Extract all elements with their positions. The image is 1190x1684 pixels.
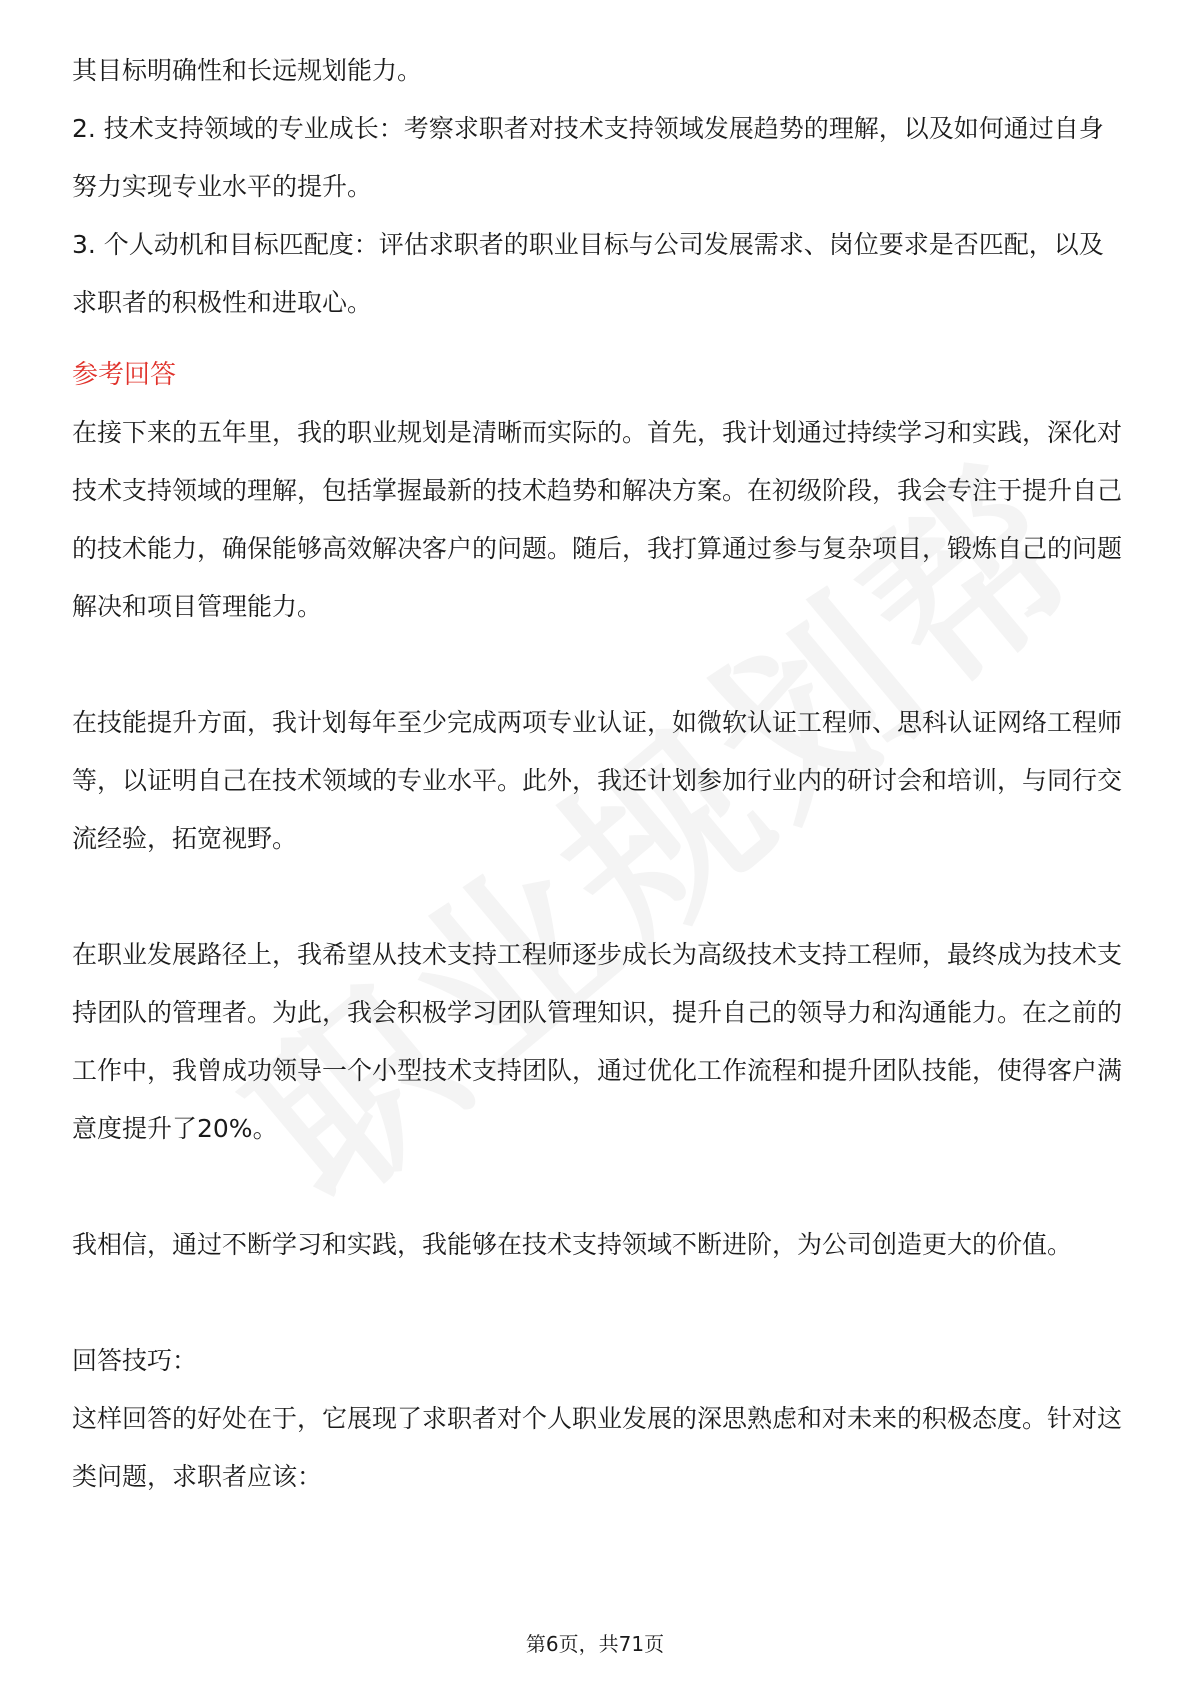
reference-paragraph-2: 在技能提升方面，我计划每年至少完成两项专业认证，如微软认证工程师、思科认证网络工程师等，以证明自己在技术领域的专业水平。此外，我还计划参加行业内的研讨会和培训，与同行交流经验，拓宽视野。 [72, 708, 1123, 853]
list-item-2: 2. 技术支持领域的专业成长：考察求职者对技术支持领域发展趋势的理解，以及如何通过自身努力实现专业水平的提升。 [72, 114, 1104, 201]
reference-paragraph-4: 我相信，通过不断学习和实践，我能够在技术支持领域不断进阶，为公司创造更大的价值。 [72, 1230, 1073, 1259]
list-item-1-continuation: 其目标明确性和长远规划能力。 [72, 56, 423, 85]
reference-paragraph-1: 在接下来的五年里，我的职业规划是清晰而实际的。首先，我计划通过持续学习和实践，深化对技术支持领域的理解，包括掌握最新的技术趋势和解决方案。在初级阶段，我会专注于提升自己的技术能力，确保能够高效解决客户的问题。随后，我打算通过参与复杂项目，锻炼自己的问题解决和项目管理能力。 [72, 418, 1123, 621]
reference-paragraph-3: 在职业发展路径上，我希望从技术支持工程师逐步成长为高级技术支持工程师，最终成为技术支持团队的管理者。为此，我会积极学习团队管理知识，提升自己的领导力和沟通能力。在之前的工作中，我曾成功领导一个小型技术支持团队，通过优化工作流程和提升团队技能，使得客户满意度提升了20%。 [72, 940, 1123, 1143]
page-content [72, 42, 1122, 1506]
tips-text: 这样回答的好处在于，它展现了求职者对个人职业发展的深思熟虑和对未来的积极态度。针对这类问题，求职者应该： [72, 1404, 1123, 1491]
list-item-3: 3. 个人动机和目标匹配度：评估求职者的职业目标与公司发展需求、岗位要求是否匹配，以及求职者的积极性和进取心。 [72, 230, 1104, 317]
tips-heading: 回答技巧： [72, 1346, 198, 1375]
page-number: 第6页，共71页 [525, 1632, 665, 1656]
reference-answer-heading: 参考回答 [72, 360, 177, 390]
